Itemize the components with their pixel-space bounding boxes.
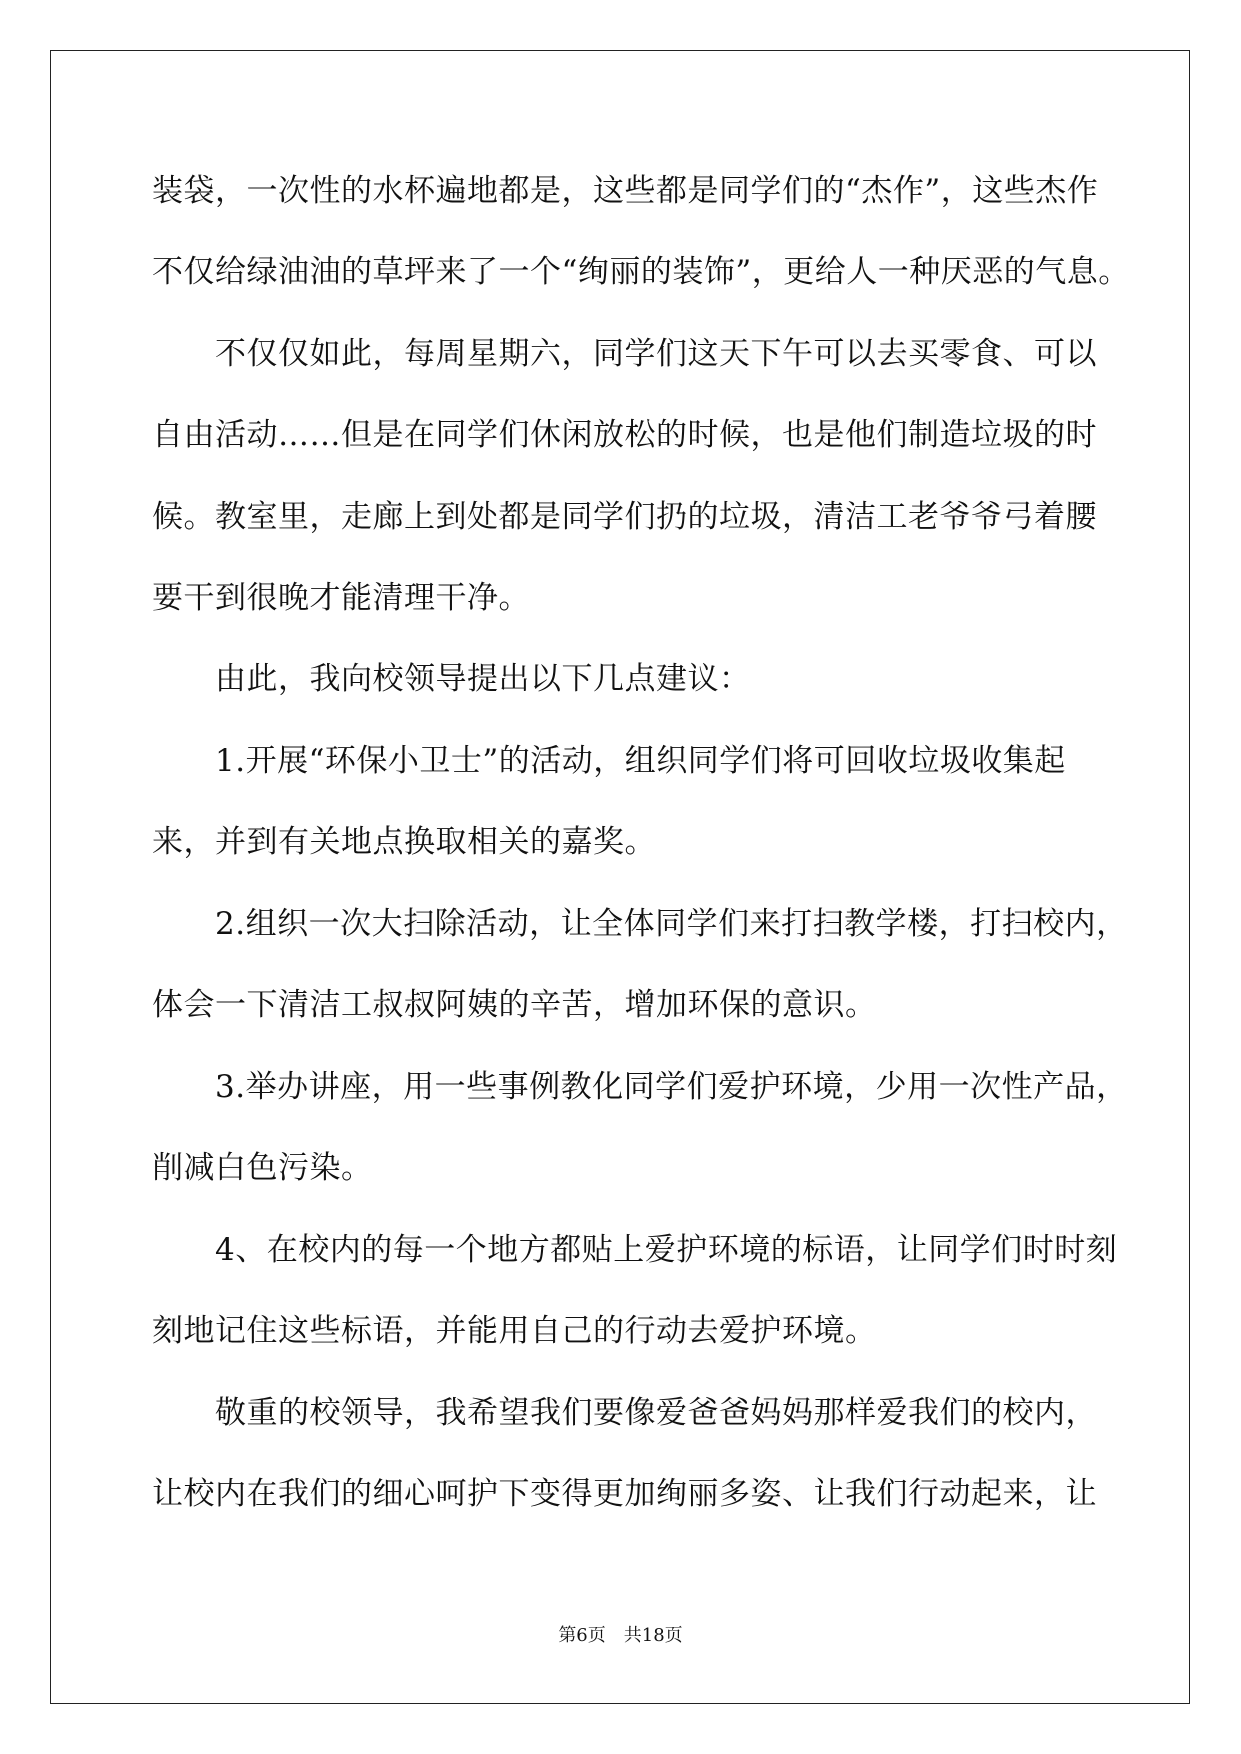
text-line-17: 让校内在我们的细心呵护下变得更加绚丽多姿、让我们行动起来，让 [152, 1476, 1097, 1512]
text-line-12: 3.举办讲座，用一些事例教化同学们爱护环境，少用一次性产品， [215, 1069, 1128, 1105]
text-line-14: 4、在校内的每一个地方都贴上爱护环境的标语，让同学们时时刻 [215, 1232, 1118, 1268]
text-line-3: 不仅仅如此，每周星期六，同学们这天下午可以去买零食、可以 [215, 336, 1097, 372]
text-line-15: 刻地记住这些标语，并能用自己的行动去爱护环境。 [152, 1313, 877, 1349]
text-line-5: 候。教室里，走廊上到处都是同学们扔的垃圾，清洁工老爷爷弓着腰 [152, 499, 1097, 535]
text-line-9: 来，并到有关地点换取相关的嘉奖。 [152, 824, 656, 860]
text-line-7: 由此，我向校领导提出以下几点建议： [215, 661, 751, 697]
page-border [50, 50, 1190, 1704]
text-line-6: 要干到很晚才能清理干净。 [152, 580, 530, 616]
text-line-2: 不仅给绿油油的草坪来了一个“绚丽的装饰”，更给人一种厌恶的气息。 [152, 254, 1130, 290]
text-line-8: 1.开展“环保小卫士”的活动，组织同学们将可回收垃圾收集起 [215, 743, 1066, 779]
text-line-16: 敬重的校领导，我希望我们要像爱爸爸妈妈那样爱我们的校内， [215, 1395, 1097, 1431]
text-line-11: 体会一下清洁工叔叔阿姨的辛苦，增加环保的意识。 [152, 987, 877, 1023]
text-line-13: 削减白色污染。 [152, 1150, 373, 1186]
page-number: 第6页 共18页 [558, 1625, 683, 1646]
text-line-10: 2.组织一次大扫除活动，让全体同学们来打扫教学楼，打扫校内， [215, 906, 1128, 942]
text-line-1: 装袋，一次性的水杯遍地都是，这些都是同学们的“杰作”，这些杰作 [152, 173, 1099, 209]
text-line-4: 自由活动……但是在同学们休闲放松的时候，也是他们制造垃圾的时 [152, 417, 1097, 453]
